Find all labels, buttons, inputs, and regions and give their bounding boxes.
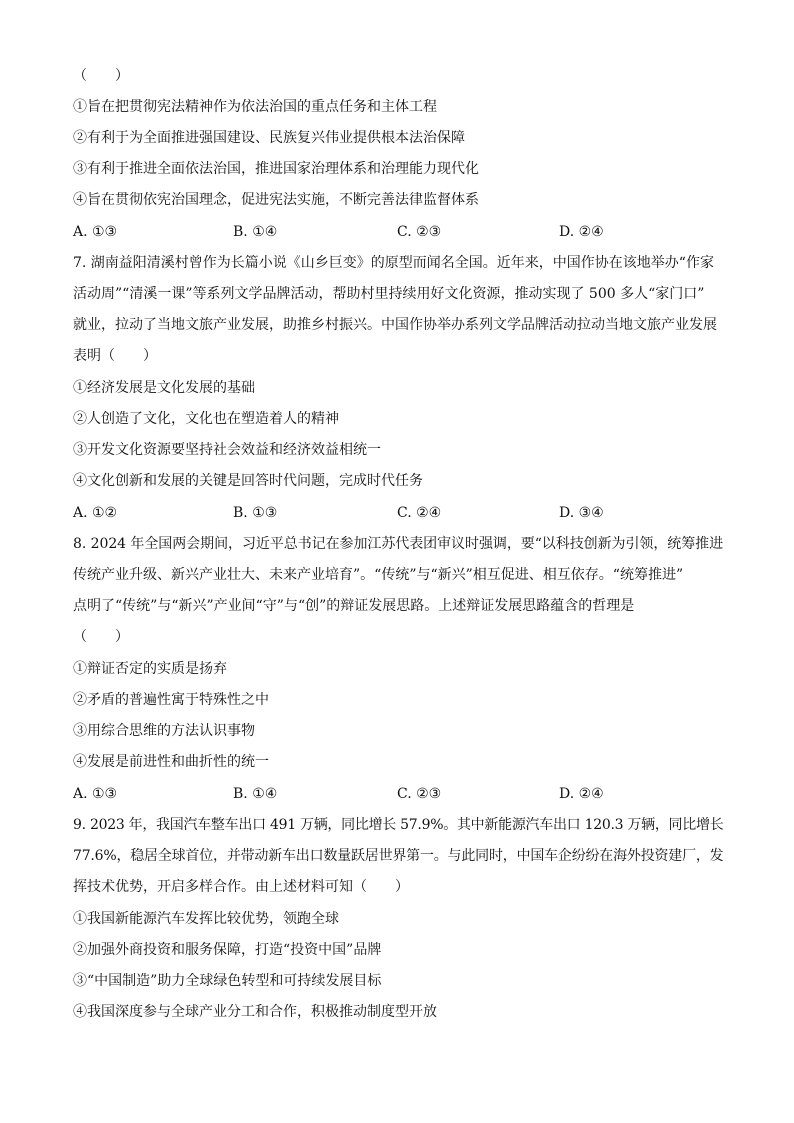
q8-statement-3: ③用综合思维的方法认识事物 — [73, 723, 255, 739]
q7-stem-line-1: 7. 湖南益阳清溪村曾作为长篇小说《山乡巨变》的原型而闻名全国。近年来，中国作协在该地举办“作家 — [73, 255, 714, 271]
q9-stem-line-2: 77.6%，稳居全球首位，并带动新车出口数量跃居世界第一。与此同时，中国车企纷纷在海外投资建厂，发 — [73, 848, 724, 864]
q9-stem-line-1: 9. 2023 年，我国汽车整车出口 491 万辆，同比增长 57.9%。其中新能源汽车出口 120.3 万辆，同比增长 — [73, 817, 724, 833]
q8-stem-line-4: （ ） — [73, 629, 129, 645]
q7-stem-line-3: 就业，拉动了当地文旅产业发展，助推乡村振兴。中国作协举办系列文学品牌活动拉动当地文旅产业发展 — [73, 317, 717, 333]
q8-options — [73, 784, 723, 804]
q7-option-b[interactable]: B. ①③ — [233, 505, 278, 521]
q6-option-b[interactable]: B. ①④ — [233, 224, 278, 240]
q8-statement-4: ④发展是前进性和曲折性的统一 — [73, 754, 269, 770]
q6-answer-paren: （ ） — [73, 68, 129, 84]
q7-option-c[interactable]: C. ②④ — [397, 505, 442, 521]
q9-statement-2: ②加强外商投资和服务保障，打造“投资中国”品牌 — [73, 942, 382, 958]
q8-option-c[interactable]: C. ②③ — [397, 786, 442, 802]
q6-statement-3: ③有利于推进全面依法治国，推进国家治理体系和治理能力现代化 — [73, 161, 479, 177]
q9-statement-1: ①我国新能源汽车发挥比较优势，领跑全球 — [73, 911, 339, 927]
q7-stem-line-4: 表明（ ） — [73, 348, 157, 364]
q6-option-c[interactable]: C. ②③ — [397, 224, 442, 240]
q7-statement-4: ④文化创新和发展的关键是回答时代问题，完成时代任务 — [73, 473, 423, 489]
q8-option-a[interactable]: A. ①③ — [73, 786, 118, 802]
q7-statement-2: ②人创造了文化，文化也在塑造着人的精神 — [73, 411, 339, 427]
q7-statement-3: ③开发文化资源要坚持社会效益和经济效益相统一 — [73, 442, 381, 458]
q6-statement-1: ①旨在把贯彻宪法精神作为依法治国的重点任务和主体工程 — [73, 99, 437, 115]
q7-statement-1: ①经济发展是文化发展的基础 — [73, 380, 255, 396]
q8-option-b[interactable]: B. ①④ — [233, 786, 278, 802]
q8-statement-1: ①辩证否定的实质是扬弃 — [73, 661, 227, 677]
q7-option-a[interactable]: A. ①② — [73, 505, 118, 521]
q7-options — [73, 503, 723, 523]
q6-statement-4: ④旨在贯彻依宪治国理念，促进宪法实施，不断完善法律监督体系 — [73, 192, 479, 208]
q6-statement-2: ②有利于为全面推进强国建设、民族复兴伟业提供根本法治保障 — [73, 130, 465, 146]
q9-statement-3: ③“中国制造”助力全球绿色转型和可持续发展目标 — [73, 973, 382, 989]
q9-statement-4: ④我国深度参与全球产业分工和合作，积极推动制度型开放 — [73, 1004, 437, 1020]
q7-option-d[interactable]: D. ③④ — [559, 505, 604, 521]
q8-stem-line-1: 8. 2024 年全国两会期间，习近平总书记在参加江苏代表团审议时强调，要“以科技创新为引领，统筹推进 — [73, 536, 724, 552]
q8-option-d[interactable]: D. ②④ — [559, 786, 604, 802]
q6-option-a[interactable]: A. ①③ — [73, 224, 118, 240]
q8-stem-line-2: 传统产业升级、新兴产业壮大、未来产业培育”。“传统”与“新兴”相互促进、相互依存。“统筹推进” — [73, 567, 684, 583]
q8-statement-2: ②矛盾的普遍性寓于特殊性之中 — [73, 692, 269, 708]
q8-stem-line-3: 点明了“传统”与“新兴”产业间“守”与“创”的辩证发展思路。上述辩证发展思路蕴含的哲理是 — [73, 598, 635, 614]
q7-stem-line-2: 活动周”“清溪一课”等系列文学品牌活动，帮助村里持续用好文化资源，推动实现了 500 多人“家门口” — [73, 286, 705, 302]
q6-option-d[interactable]: D. ②④ — [559, 224, 604, 240]
q9-stem-line-3: 挥技术优势，开启多样合作。由上述材料可知（ ） — [73, 879, 409, 895]
q6-options — [73, 222, 723, 242]
